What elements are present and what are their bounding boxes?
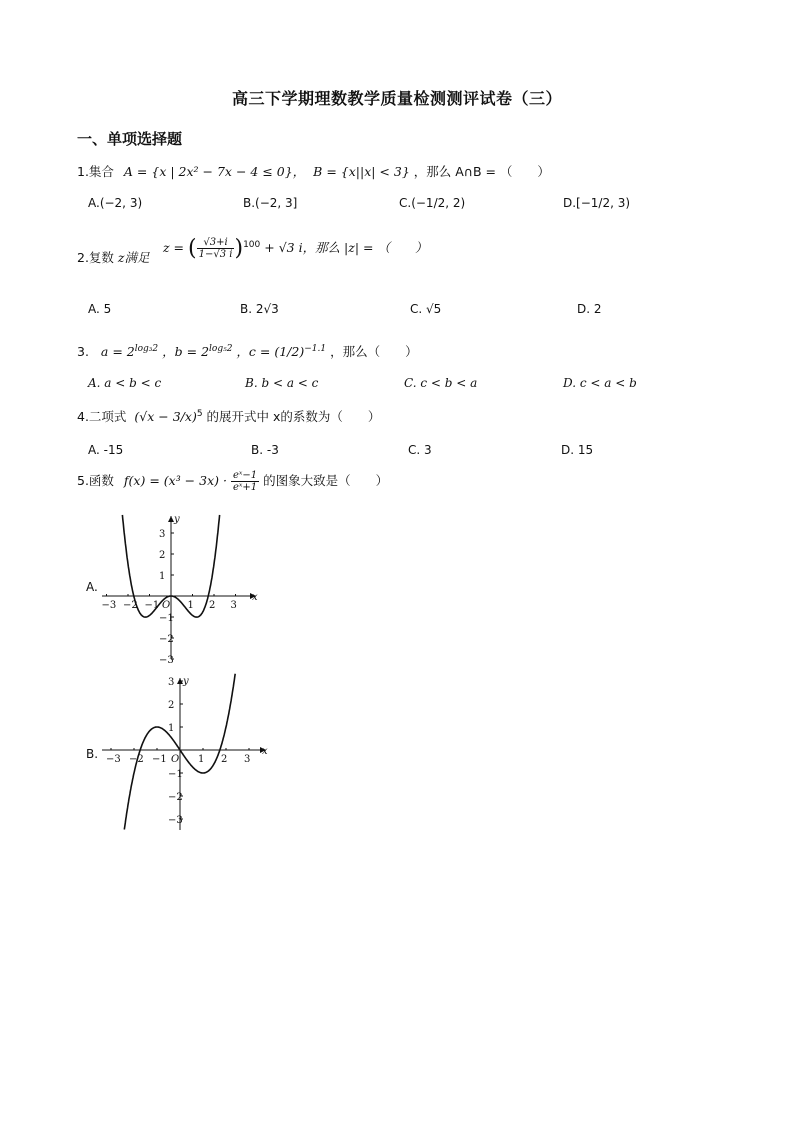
q1-set-a: A = {x | 2x² − 7x − 4 ≤ 0}， [123,164,306,179]
q3-option-d[interactable]: D. c < a < b [563,376,637,390]
q1-option-c[interactable]: C.(−1/2, 2) [399,196,466,210]
y-tick-label: 3 [168,677,175,688]
graph-b [96,672,276,832]
q5-formula: f(x) = (x³ − 3x) · [123,473,227,488]
x-tick-label: 2 [209,600,216,611]
question-2-formula: z = ( $\frac{√3+i}{1-√3 i}$ )$^{100}$ + √3 i，那么 |z| = （ ） [163,236,428,261]
question-4 [77,407,380,425]
x-tick-label: −1 [144,600,160,611]
q1-set-b: B = {x||x| < 3} [313,164,410,179]
question-3 [77,342,418,360]
q3-option-b[interactable]: B. b < a < c [245,376,319,390]
graph-a [96,510,266,666]
q1-option-d[interactable]: D.[−1/2, 3) [563,196,631,210]
q4-formula: (√x − 3/x) [134,409,197,424]
origin-label: O [171,754,180,765]
x-tick-label: 2 [221,754,228,765]
origin-label: O [162,600,171,611]
section-heading: 一、单项选择题 [77,130,183,148]
q4-option-a[interactable]: A. -15 [88,443,124,457]
y-tick-label: −3 [159,655,174,666]
x-axis-label: x [252,592,258,603]
graph-b-label[interactable]: B. [86,747,99,761]
q3-c-exp: −1.1 [304,343,327,354]
x-tick-label: 1 [198,754,205,765]
q2-exponent: 100 [243,239,261,250]
y-tick-label: −3 [168,815,183,826]
q5-frac-num: eˣ−1 [232,470,258,481]
x-tick-label: 3 [244,754,251,765]
y-tick-label: −2 [159,634,174,645]
x-tick-label: −2 [123,600,138,611]
q3-a: a = 2 [100,344,135,359]
question-1 [77,162,550,180]
y-tick-label: 1 [168,723,175,734]
question-5 [77,470,388,493]
x-tick-label: −3 [101,600,117,611]
q3-a-exp: log₃2 [134,343,159,354]
q2-frac-num: √3+i [197,237,235,249]
q2-formula-left: z = [163,240,185,255]
q2-option-d[interactable]: D. 2 [577,302,602,316]
q4-exponent: 5 [196,408,203,419]
q1-prefix: 1.集合 [77,164,114,179]
x-tick-label: −1 [152,754,167,765]
q2-option-a[interactable]: A. 5 [88,302,112,316]
x-tick-label: 3 [230,600,237,611]
q2-option-c[interactable]: C. √5 [410,302,442,316]
q5-prefix: 5.函数 [77,473,114,488]
y-tick-label: −2 [168,792,183,803]
q5-frac-den: eˣ+1 [232,482,258,493]
q2-option-b[interactable]: B. 2√3 [240,302,279,316]
q1-option-b[interactable]: B.(−2, 3] [243,196,298,210]
y-tick-label: −1 [168,769,183,780]
q4-prefix: 4.二项式 [77,409,127,424]
x-tick-label: −3 [106,754,121,765]
y-tick-label: 1 [159,571,166,582]
q3-b: ，b = 2 [162,344,210,359]
q2-formula-right: + √3 i，那么 |z| = （ ） [264,240,428,255]
q2-prefix: 2.复数 [77,250,114,265]
q3-prefix: 3. [77,344,89,359]
x-tick-label: 1 [187,600,194,611]
q4-option-c[interactable]: C. 3 [408,443,432,457]
q1-option-a[interactable]: A.(−2, 3) [88,196,143,210]
q2-frac-den: 1−√3 i [198,249,233,260]
question-2-label [77,248,150,266]
y-tick-label: 2 [159,550,166,561]
q3-option-a[interactable]: A. a < b < c [88,376,162,390]
q3-b-exp: log₅2 [209,343,233,354]
y-axis-label: y [174,514,180,525]
q3-c: ，c = (1/2) [236,344,305,359]
q4-option-b[interactable]: B. -3 [251,443,279,457]
q3-suffix: ，那么（ ） [330,344,418,359]
x-axis-label: x [262,746,268,757]
q2-expr: z满足 [117,250,150,265]
q1-suffix: ，那么 A∩B = （ ） [413,164,550,179]
q3-option-c[interactable]: C. c < b < a [404,376,478,390]
page-title: 高三下学期理数教学质量检测测评试卷（三） [231,89,562,108]
q4-suffix: 的展开式中 x的系数为（ ） [206,409,381,424]
y-tick-label: 2 [168,700,175,711]
y-tick-label: 3 [159,529,166,540]
q4-option-d[interactable]: D. 15 [561,443,594,457]
graph-a-label[interactable]: A. [86,580,98,594]
y-tick-label: −1 [159,613,174,624]
q5-suffix: 的图象大致是（ ） [263,473,389,488]
y-axis-label: y [183,676,189,687]
x-tick-label: −2 [129,754,144,765]
